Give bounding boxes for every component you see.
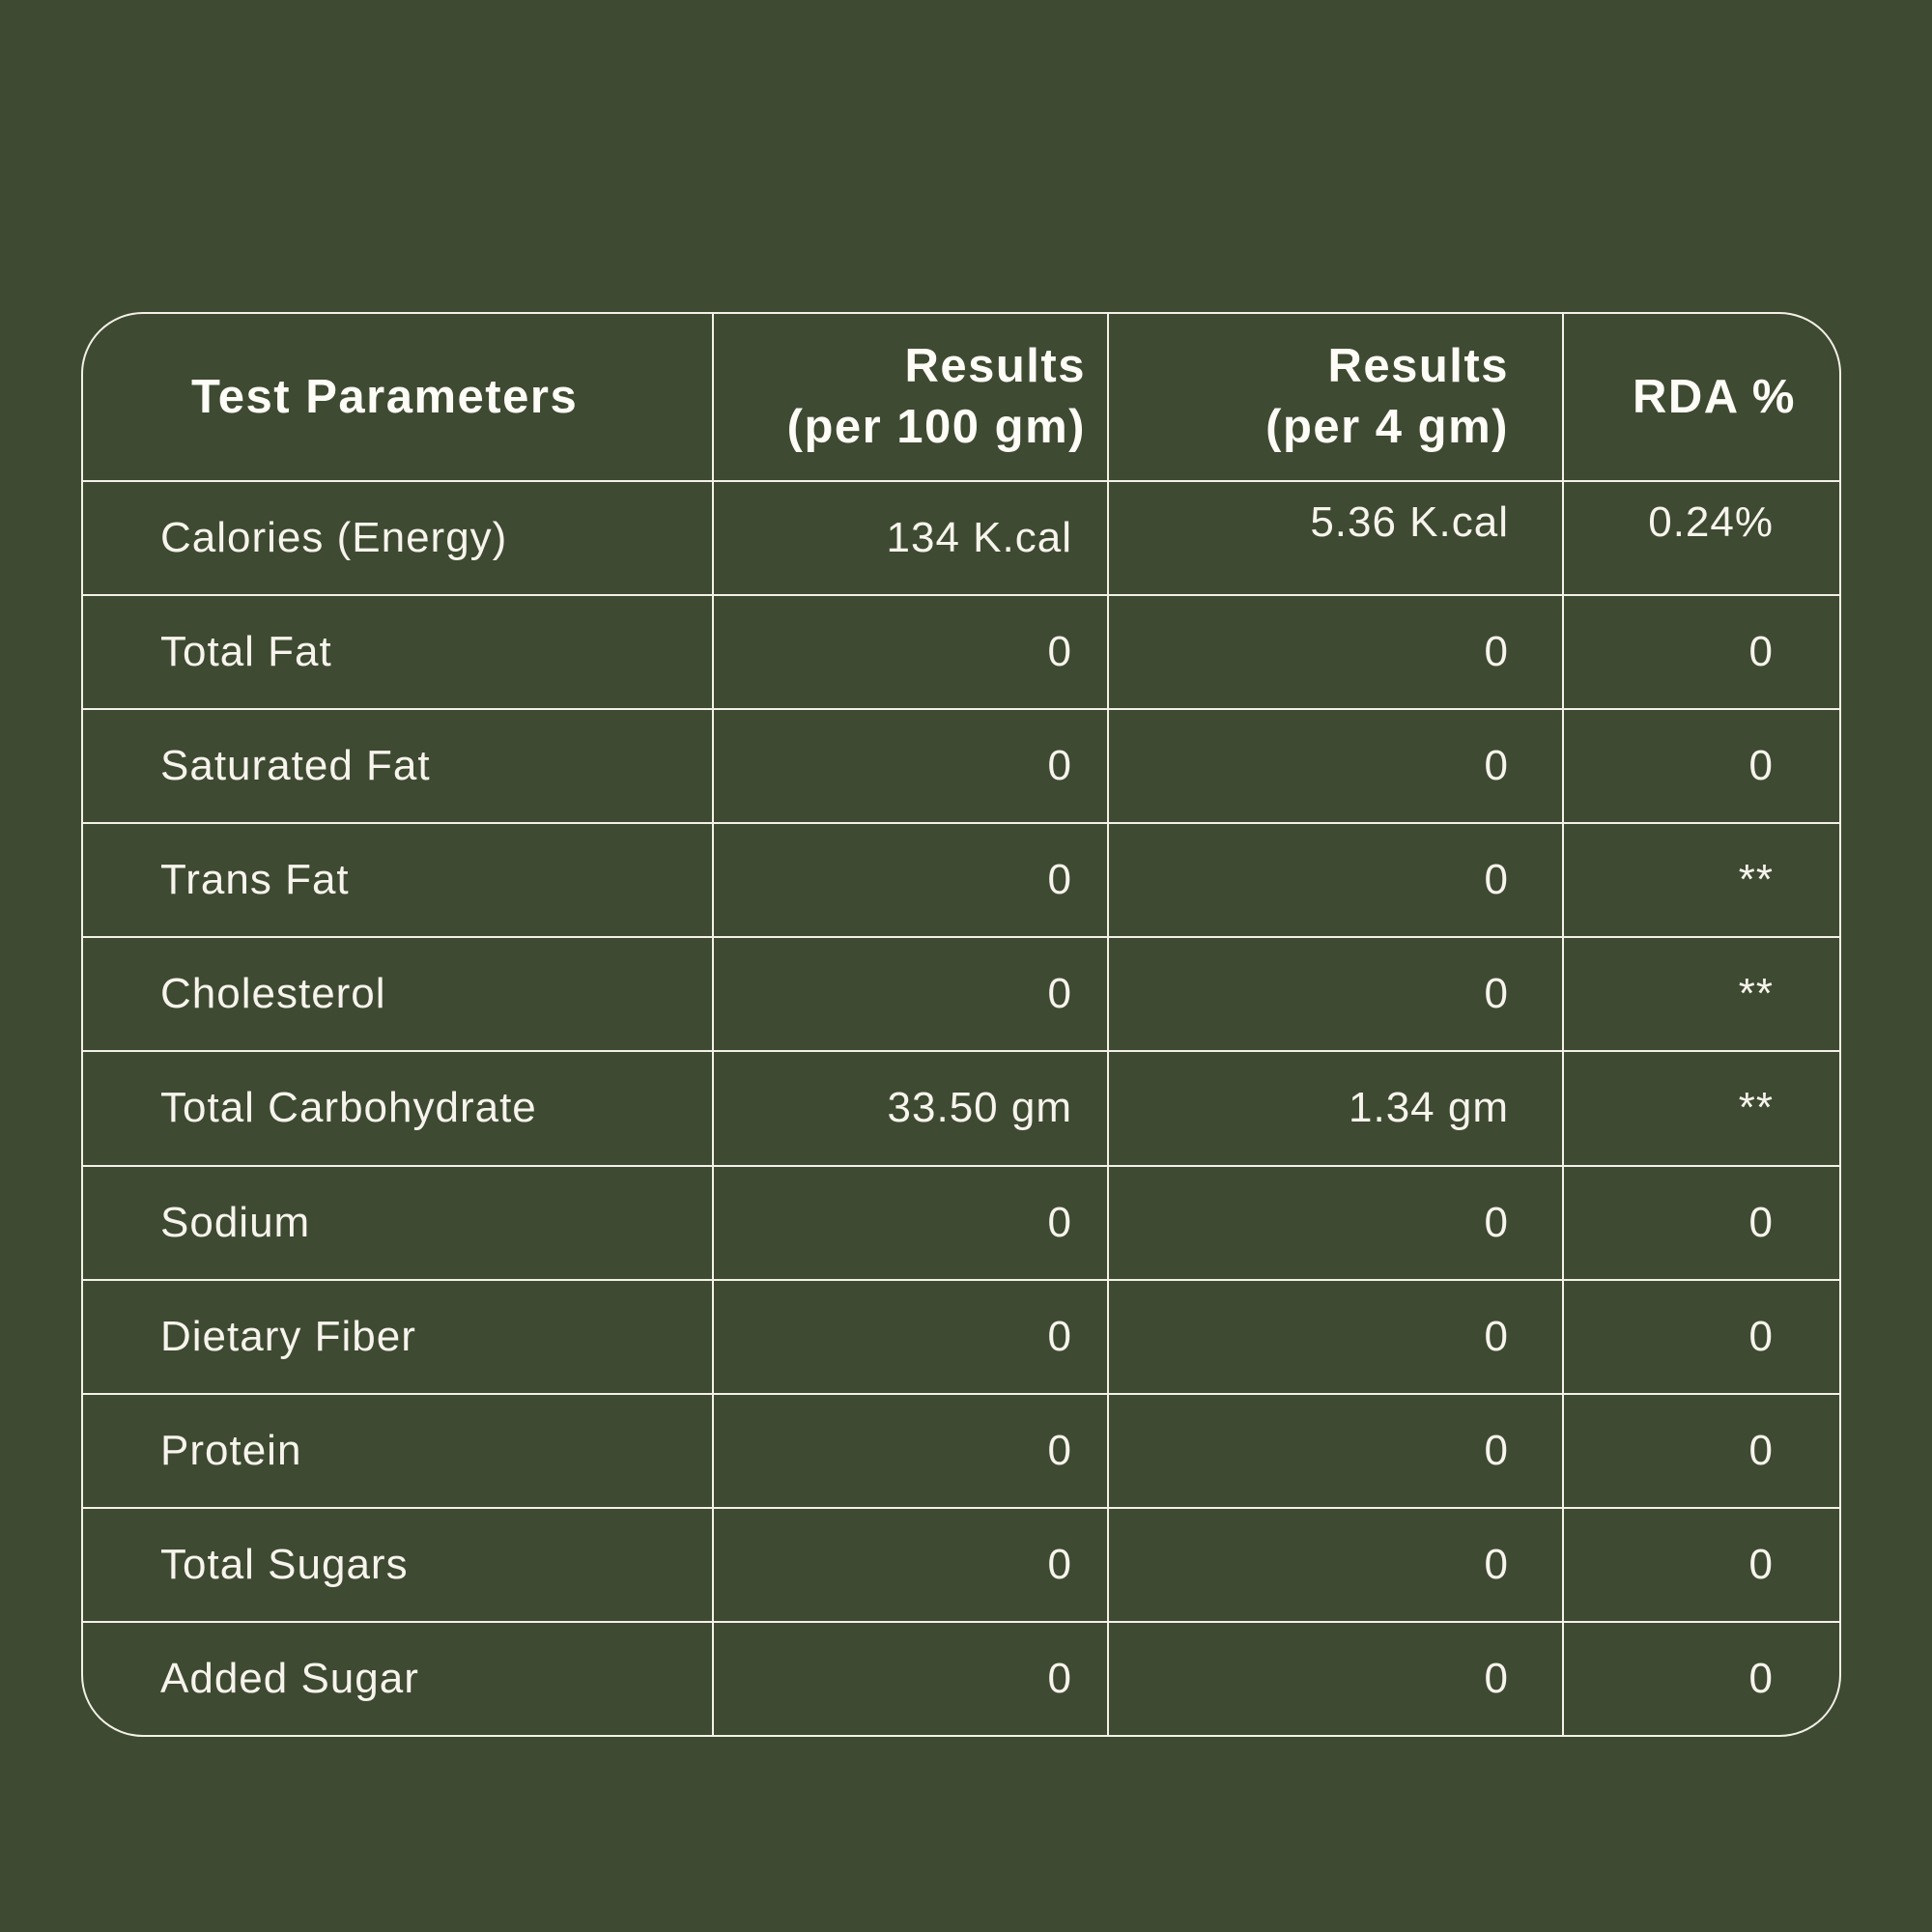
cell-total-fat-label: Total Fat bbox=[83, 596, 712, 708]
cell-cholesterol-rda: ** bbox=[1564, 938, 1839, 1050]
cell-calories-rda: 0.24% bbox=[1564, 482, 1839, 594]
cell-total-fat-per100: 0 bbox=[714, 596, 1107, 708]
cell-total-carbohydrate-rda: ** bbox=[1564, 1052, 1839, 1164]
header-results-per-4gm-line2: (per 4 gm) bbox=[1265, 401, 1509, 453]
cell-sodium-per4: 0 bbox=[1109, 1167, 1562, 1279]
header-results-per-4gm bbox=[1109, 314, 1562, 480]
cell-protein-rda: 0 bbox=[1564, 1395, 1839, 1507]
cell-saturated-fat-label: Saturated Fat bbox=[83, 710, 712, 822]
cell-total-carbohydrate-label: Total Carbohydrate bbox=[83, 1052, 712, 1164]
cell-dietary-fiber-per4: 0 bbox=[1109, 1281, 1562, 1393]
header-results-per-100gm-line2: (per 100 gm) bbox=[786, 401, 1086, 453]
cell-total-sugars-label: Total Sugars bbox=[83, 1509, 712, 1621]
cell-sodium-per100: 0 bbox=[714, 1167, 1107, 1279]
cell-trans-fat-per4: 0 bbox=[1109, 824, 1562, 936]
nutrition-facts-table bbox=[81, 312, 1841, 1737]
cell-protein-per4: 0 bbox=[1109, 1395, 1562, 1507]
header-test-parameters: Test Parameters bbox=[83, 314, 712, 480]
header-results-per-100gm bbox=[714, 314, 1107, 480]
cell-trans-fat-label: Trans Fat bbox=[83, 824, 712, 936]
cell-dietary-fiber-per100: 0 bbox=[714, 1281, 1107, 1393]
cell-total-fat-rda: 0 bbox=[1564, 596, 1839, 708]
cell-added-sugar-per4: 0 bbox=[1109, 1623, 1562, 1735]
cell-total-carbohydrate-per4: 1.34 gm bbox=[1109, 1052, 1562, 1164]
cell-cholesterol-per100: 0 bbox=[714, 938, 1107, 1050]
cell-dietary-fiber-label: Dietary Fiber bbox=[83, 1281, 712, 1393]
cell-protein-per100: 0 bbox=[714, 1395, 1107, 1507]
header-results-per-100gm-line1: Results bbox=[904, 340, 1086, 393]
cell-added-sugar-rda: 0 bbox=[1564, 1623, 1839, 1735]
cell-total-fat-per4: 0 bbox=[1109, 596, 1562, 708]
cell-total-sugars-per100: 0 bbox=[714, 1509, 1107, 1621]
cell-total-sugars-rda: 0 bbox=[1564, 1509, 1839, 1621]
cell-sodium-label: Sodium bbox=[83, 1167, 712, 1279]
cell-sodium-rda: 0 bbox=[1564, 1167, 1839, 1279]
header-rda-percent: RDA % bbox=[1564, 314, 1839, 480]
cell-cholesterol-per4: 0 bbox=[1109, 938, 1562, 1050]
cell-trans-fat-per100: 0 bbox=[714, 824, 1107, 936]
cell-saturated-fat-per100: 0 bbox=[714, 710, 1107, 822]
cell-protein-label: Protein bbox=[83, 1395, 712, 1507]
cell-saturated-fat-rda: 0 bbox=[1564, 710, 1839, 822]
cell-added-sugar-per100: 0 bbox=[714, 1623, 1107, 1735]
cell-calories-per4: 5.36 K.cal bbox=[1109, 482, 1562, 594]
cell-total-sugars-per4: 0 bbox=[1109, 1509, 1562, 1621]
cell-trans-fat-rda: ** bbox=[1564, 824, 1839, 936]
cell-dietary-fiber-rda: 0 bbox=[1564, 1281, 1839, 1393]
cell-saturated-fat-per4: 0 bbox=[1109, 710, 1562, 822]
cell-added-sugar-label: Added Sugar bbox=[83, 1623, 712, 1735]
cell-total-carbohydrate-per100: 33.50 gm bbox=[714, 1052, 1107, 1164]
cell-cholesterol-label: Cholesterol bbox=[83, 938, 712, 1050]
header-results-per-4gm-line1: Results bbox=[1327, 340, 1509, 393]
cell-calories-label: Calories (Energy) bbox=[83, 482, 712, 594]
cell-calories-per100: 134 K.cal bbox=[714, 482, 1107, 594]
